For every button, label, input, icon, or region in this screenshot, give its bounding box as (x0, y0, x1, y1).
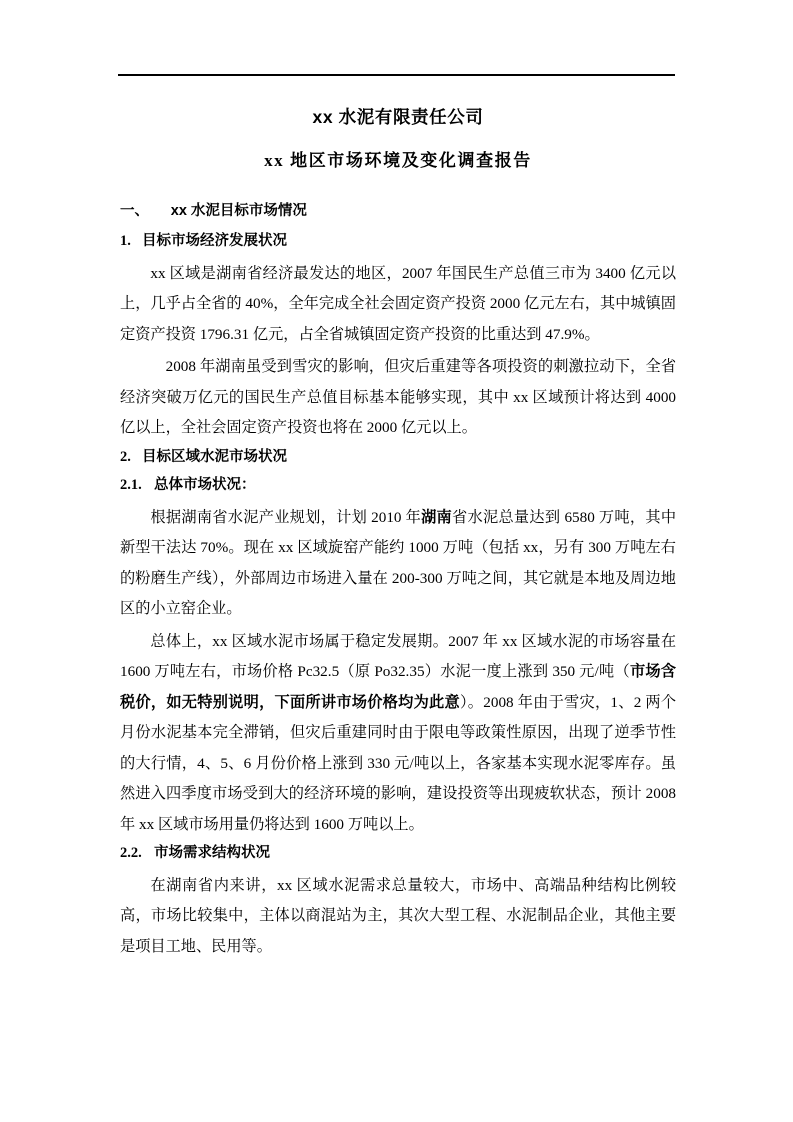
heading-2-1-number: 2.1. (120, 477, 142, 494)
paragraph-3-part-a: 根据湖南省水泥产业规划，计划 2010 年 (150, 508, 422, 526)
paragraph-3-part-b: 省水泥总量达到 6580 万吨，其中新型干法达 70%。现在 xx 区域旋窑产能约 1000 万吨（包括 xx，另有 300 万吨左右的粉磨生产线），外部周边市场进入量在 200-300 万吨之间，其它就是本地及周边地区的小立窑企业。 (120, 508, 677, 618)
paragraph-3 (120, 503, 676, 625)
heading-section-1: 一、 xx 水泥目标市场情况 (120, 202, 307, 219)
heading-2-目标区域水泥市场状况 (120, 446, 676, 468)
heading-2-1-总体市场状况 (120, 474, 676, 496)
heading-2-1-label: 总体市场状况： (154, 477, 256, 494)
paragraph-4 (120, 627, 676, 841)
document-title: xx 水泥有限责任公司 (312, 107, 484, 127)
heading-2-2-市场需求结构状况 (120, 842, 676, 864)
paragraph-1: xx 区域是湖南省经济最发达的地区，2007 年国民生产总值三市为 3400 亿元以上，几乎占全省的 40%，全年完成全社会固定资产投资 2000 亿元左右，其中城镇固定资产投资 1796.31 亿元，占全省城镇固定资产投资的比重达到 47.9%。 (120, 264, 676, 343)
paragraph-3-emphasis: 湖南 (421, 508, 453, 526)
document-content (120, 104, 676, 964)
page-header (118, 40, 675, 76)
heading-1-label: 目标市场经济发展状况 (142, 233, 287, 250)
paragraph-5: 在湖南省内来讲，xx 区域水泥需求总量较大，市场中、高端品种结构比例较高，市场比较集中，主体以商混站为主，其次大型工程、水泥制品企业，其他主要是项目工地、民用等。 (120, 876, 676, 955)
heading-2-number: 2. (120, 448, 131, 465)
heading-1-number: 1. (120, 233, 131, 250)
paragraph-4-part-b: ）。2008 年由于雪灾，1、2 两个月份水泥基本完全滞销，但灾后重建同时由于限电等政策性原因，出现了逆季节性的大行情，4、5、6 月份价格上涨到 330 元/吨以上，各家基本实现水泥零库存。虽然进入四季度市场受到大的经济环境的影响，建设投资等出现疲软状态，预计 2008 年 xx 区域市场用量仍将达到 1600 万吨以上。 (120, 693, 677, 833)
paragraph-2: 2008 年湖南虽受到雪灾的影响，但灾后重建等各项投资的刺激拉动下，全省经济突破万亿元的国民生产总值目标基本能够实现，其中 xx 区域预计将达到 4000 亿以上，全社会固定资产投资也将在 2000 亿元以上。 (120, 358, 676, 437)
heading-2-2-label: 市场需求结构状况 (154, 845, 270, 862)
heading-2-label: 目标区域水泥市场状况 (142, 448, 287, 465)
header-rule-divider (118, 74, 675, 76)
document-subtitle: xx 地区市场环境及变化调查报告 (264, 151, 532, 171)
paragraph-4-emphasis: 市场含税价，如无特别说明，下面所讲市场价格均为此意 (120, 663, 676, 711)
heading-1-目标市场经济发展状况 (120, 230, 676, 252)
heading-2-2-number: 2.2. (120, 845, 142, 862)
paragraph-4-part-a: 总体上，xx 区域水泥市场属于稳定发展期。2007 年 xx 区域水泥的市场容量在 1600 万吨左右，市场价格 Pc32.5（原 Po32.35）水泥一度上涨到 350 元/吨（ (120, 632, 676, 681)
